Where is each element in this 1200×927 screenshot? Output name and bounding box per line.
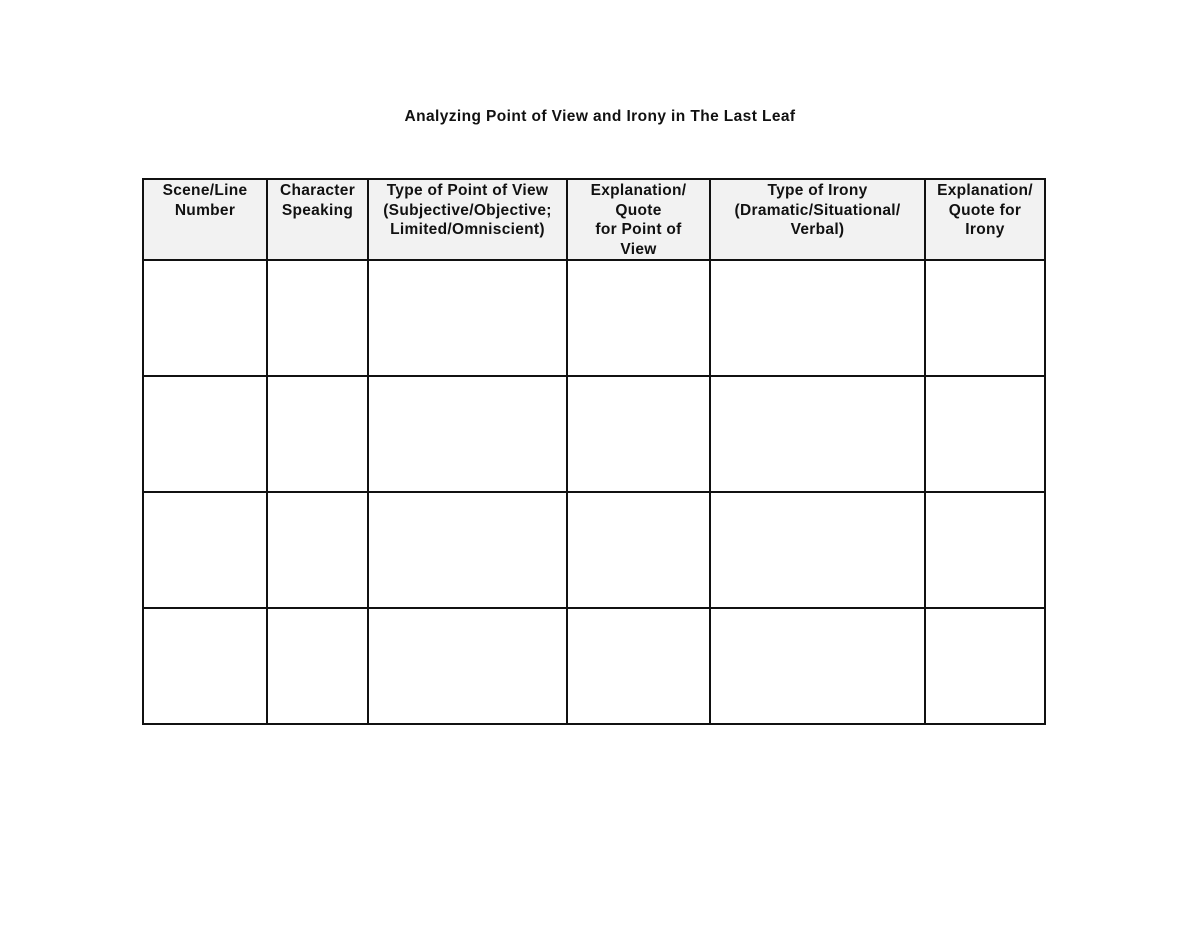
- table-row: [143, 492, 1045, 608]
- page-title: Analyzing Point of View and Irony in The Last Leaf: [404, 108, 796, 125]
- table-cell[interactable]: [567, 492, 710, 608]
- worksheet-table: [142, 178, 1046, 725]
- header-explanation-quote-irony: Explanation/ Quote for Irony: [925, 179, 1045, 260]
- table-cell[interactable]: [143, 492, 267, 608]
- header-explanation-quote-pov: Explanation/ Quote for Point of View: [567, 179, 710, 260]
- table-cell[interactable]: [143, 260, 267, 376]
- header-row: [143, 179, 1045, 260]
- table-row: [143, 608, 1045, 724]
- table-cell[interactable]: [925, 608, 1045, 724]
- table-cell[interactable]: [368, 260, 567, 376]
- table-cell[interactable]: [267, 492, 368, 608]
- table-cell[interactable]: [925, 260, 1045, 376]
- table-cell[interactable]: [710, 260, 925, 376]
- table-cell[interactable]: [368, 492, 567, 608]
- table-row: [143, 260, 1045, 376]
- table-row: [143, 376, 1045, 492]
- table-cell[interactable]: [267, 376, 368, 492]
- table-cell[interactable]: [143, 376, 267, 492]
- table-cell[interactable]: [710, 608, 925, 724]
- header-type-of-point-of-view: Type of Point of View (Subjective/Objective; Limited/Omniscient): [368, 179, 567, 260]
- table-cell[interactable]: [368, 376, 567, 492]
- table-cell[interactable]: [267, 260, 368, 376]
- table-cell[interactable]: [925, 376, 1045, 492]
- table-cell[interactable]: [143, 608, 267, 724]
- table-cell[interactable]: [567, 608, 710, 724]
- table-cell[interactable]: [925, 492, 1045, 608]
- table-cell[interactable]: [368, 608, 567, 724]
- header-type-of-irony: Type of Irony (Dramatic/Situational/ Verbal): [710, 179, 925, 260]
- table-cell[interactable]: [710, 376, 925, 492]
- table-cell[interactable]: [267, 608, 368, 724]
- header-scene-line-number: Scene/Line Number: [143, 179, 267, 260]
- table-cell[interactable]: [567, 376, 710, 492]
- header-character-speaking: Character Speaking: [267, 179, 368, 260]
- table-cell[interactable]: [567, 260, 710, 376]
- table-cell[interactable]: [710, 492, 925, 608]
